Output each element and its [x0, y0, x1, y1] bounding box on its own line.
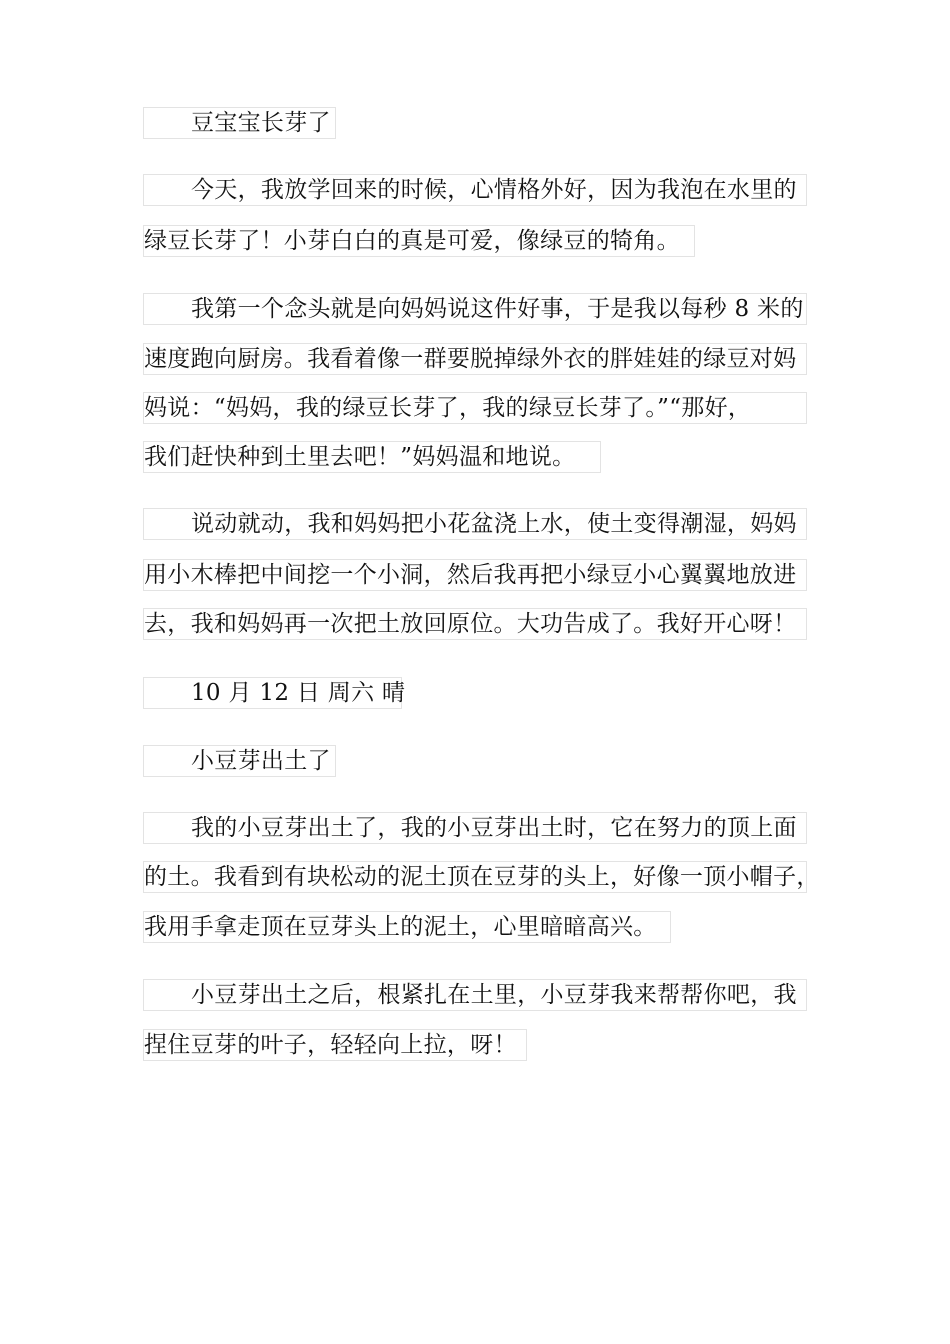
paragraph-5-line-1: 小豆芽出土之后，根紧扎在土里，小豆芽我来帮帮你吧，我: [143, 979, 807, 1011]
paragraph-4-line-2: 的土。我看到有块松动的泥土顶在豆芽的头上，好像一顶小帽子，: [143, 861, 807, 893]
paragraph-1-line-1: 今天，我放学回来的时候，心情格外好，因为我泡在水里的: [143, 174, 807, 206]
paragraph-2-line-3: 妈说：“妈妈，我的绿豆长芽了，我的绿豆长芽了。”“那好，: [143, 392, 807, 424]
doc-title: 豆宝宝长芽了: [143, 107, 336, 139]
section-subtitle: 小豆芽出土了: [143, 745, 336, 777]
paragraph-2-line-1: 我第一个念头就是向妈妈说这件好事，于是我以每秒 8 米的: [143, 293, 807, 325]
paragraph-3-line-1: 说动就动，我和妈妈把小花盆浇上水，使土变得潮湿，妈妈: [143, 508, 807, 540]
paragraph-3-line-2: 用小木棒把中间挖一个小洞，然后我再把小绿豆小心翼翼地放进: [143, 559, 807, 591]
paragraph-5-line-2: 捏住豆芽的叶子，轻轻向上拉，呀！: [143, 1029, 527, 1061]
paragraph-3-line-3: 去，我和妈妈再一次把土放回原位。大功告成了。我好开心呀！: [143, 608, 807, 640]
paragraph-4-line-3: 我用手拿走顶在豆芽头上的泥土，心里暗暗高兴。: [143, 911, 671, 943]
paragraph-1-line-2: 绿豆长芽了！小芽白白的真是可爱，像绿豆的犄角。: [143, 225, 695, 257]
paragraph-4-line-1: 我的小豆芽出土了，我的小豆芽出土时，它在努力的顶上面: [143, 812, 807, 844]
paragraph-2-line-4: 我们赶快种到土里去吧！”妈妈温和地说。: [143, 441, 601, 473]
paragraph-2-line-2: 速度跑向厨房。我看着像一群要脱掉绿外衣的胖娃娃的绿豆对妈: [143, 343, 807, 375]
date-line: 10 月 12 日 周六 晴: [143, 677, 402, 709]
